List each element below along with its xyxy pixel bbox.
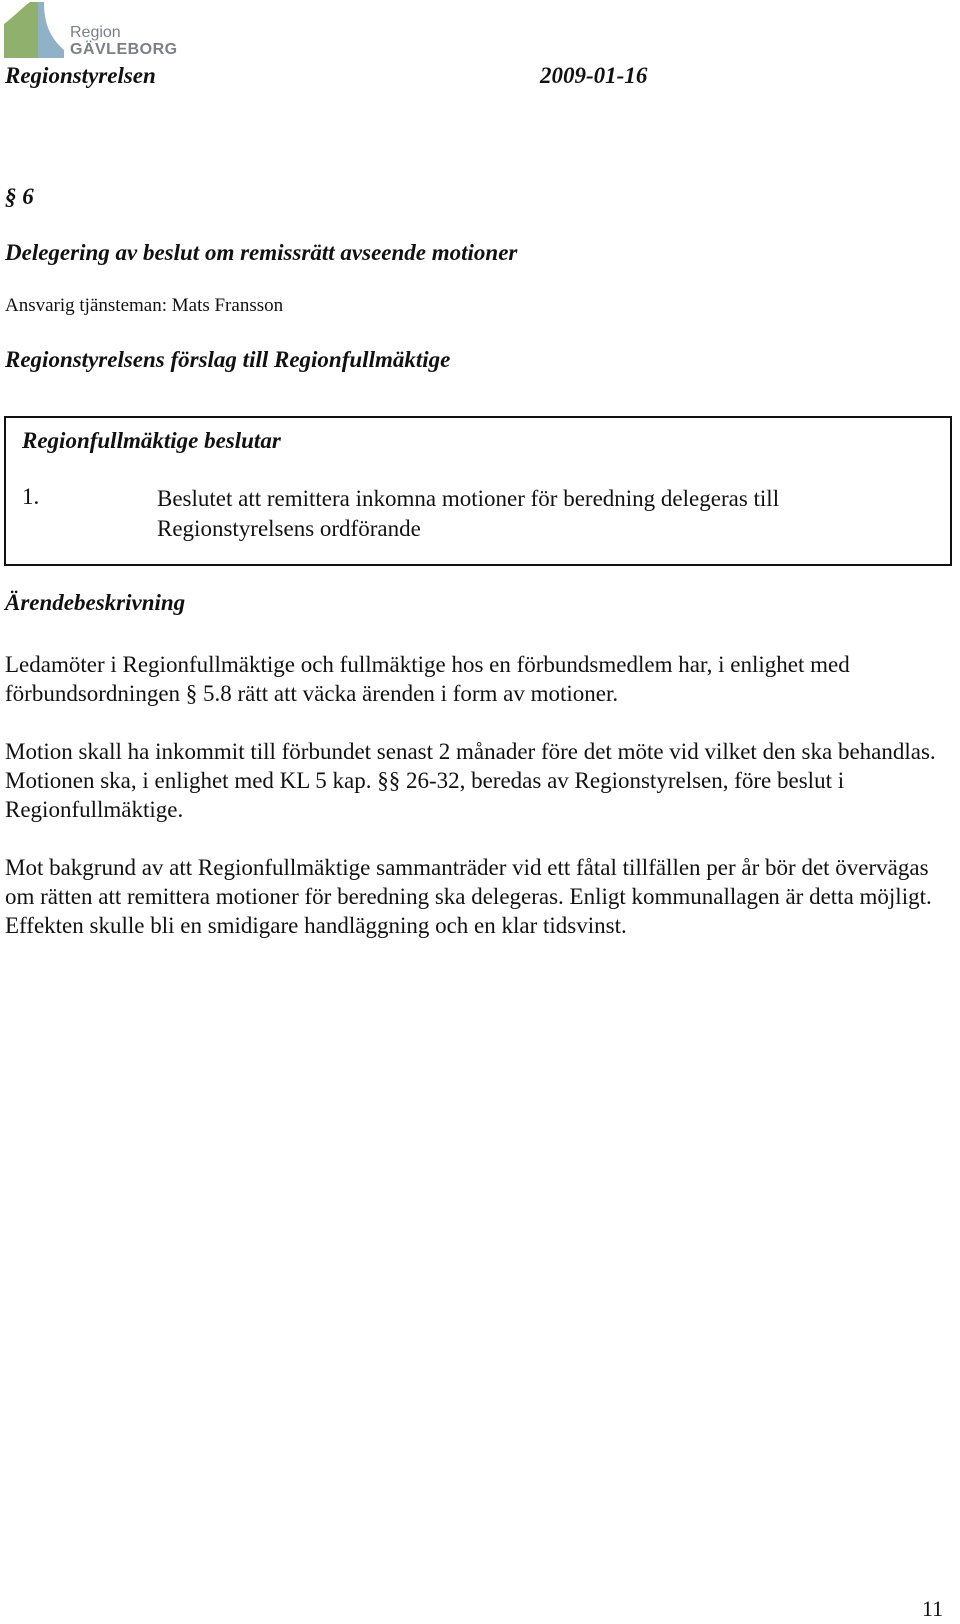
- paragraph-number: § 6: [5, 184, 34, 209]
- header-organization: Regionstyrelsen: [5, 63, 156, 88]
- region-gavleborg-logo: [4, 0, 178, 62]
- page-number: 11: [922, 1596, 944, 1621]
- item-title: Delegering av beslut om remissrätt avseende motioner: [5, 240, 518, 265]
- header-date: 2009-01-16: [540, 63, 648, 88]
- description-paragraph: Ledamöter i Regionfullmäktige och fullmäktige hos en förbundsmedlem har, i enlighet med förbundsordningen § 5.8 rätt att väcka ärenden i form av motioner.: [5, 652, 850, 706]
- logo-mark-icon: [4, 0, 66, 60]
- logo-region-text: Region: [70, 24, 121, 41]
- description-paragraph: Mot bakgrund av att Regionfullmäktige sammanträder vid ett fåtal tillfällen per år bör det övervägas om rätten att remittera motioner för beredning ska delegeras. Enligt kommunallagen är detta möjligt. Effekten skulle bli en smidigare handläggning och en klar tidsvinst.: [5, 855, 932, 938]
- description-heading: Ärendebeskrivning: [5, 590, 186, 615]
- logo-name-text: GÄVLEBORG: [70, 41, 178, 58]
- decision-point-number: 1.: [22, 484, 40, 509]
- decision-point-text: Beslutet att remittera inkomna motioner för beredning delegeras till Regionstyrelsens ordförande: [157, 486, 780, 541]
- proposal-heading: Regionstyrelsens förslag till Regionfullmäktige: [5, 347, 451, 372]
- decision-heading: Regionfullmäktige beslutar: [22, 428, 281, 453]
- responsible-official: Ansvarig tjänsteman: Mats Fransson: [5, 295, 284, 316]
- decision-box: [4, 416, 952, 566]
- description-paragraph: Motion skall ha inkommit till förbundet senast 2 månader före det möte vid vilket den ska behandlas. Motionen ska, i enlighet med KL 5 kap. §§ 26-32, beredas av Regionstyrelsen, före beslut i Regionfullmäktige.: [5, 739, 936, 822]
